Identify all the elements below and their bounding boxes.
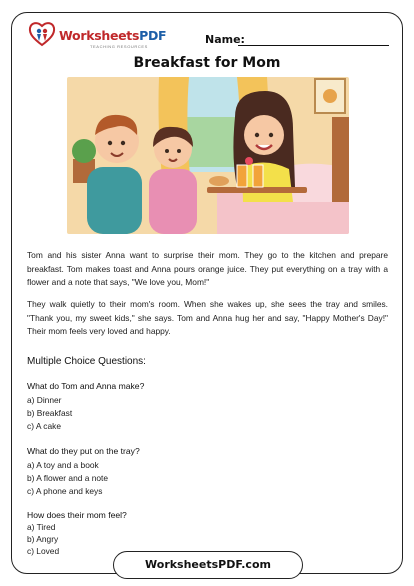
q3-option-a[interactable]: a) Tired (27, 522, 56, 532)
q1-option-a[interactable]: a) Dinner (27, 395, 62, 405)
site-logo[interactable] (28, 20, 188, 52)
family-breakfast-illustration (67, 77, 349, 234)
q2-option-a[interactable]: a) A toy and a book (27, 460, 99, 470)
q3-option-c[interactable]: c) Loved (27, 546, 60, 556)
q3-option-b[interactable]: b) Angry (27, 534, 59, 544)
q2-option-b[interactable]: b) A flower and a note (27, 473, 109, 483)
worksheet-title: Breakfast for Mom (133, 55, 281, 71)
question-1: What do Tom and Anna make? (27, 381, 145, 391)
logo-wordmark (59, 28, 166, 43)
name-field[interactable] (205, 33, 390, 47)
logo-word-pdf: PDF (139, 28, 167, 43)
name-write-line[interactable] (238, 45, 389, 46)
question-3: How does their mom feel? (27, 510, 127, 520)
q2-option-c[interactable]: c) A phone and keys (27, 486, 103, 496)
mcq-heading: Multiple Choice Questions: (27, 356, 146, 367)
q1-option-b[interactable]: b) Breakfast (27, 408, 73, 418)
logo-word-worksheets: Worksheets (59, 28, 140, 43)
story-paragraph-1: Tom and his sister Anna want to surprise their mom. They go to the kitchen and prepare breakfast. Tom makes toast and Anna pours orange juice. They put everything on a tray with a flower and a note that says, "We love you, Mom!" (27, 250, 388, 287)
question-2: What do they put on the tray? (27, 446, 140, 456)
story-paragraph-2: They walk quietly to their mom's room. When she wakes up, she sees the tray and smiles. "Thank you, my sweet kids," she says. Tom and Anna hug her and say, "Happy Mother's Day!" Their mom feels very loved and happy. (27, 299, 388, 336)
name-label: Name: (205, 33, 245, 46)
q1-option-c[interactable]: c) A cake (27, 421, 61, 431)
heart-logo-icon (28, 20, 56, 48)
footer-site-link[interactable]: WorksheetsPDF.com (113, 551, 303, 579)
logo-tagline: TEACHING RESOURCES (90, 44, 148, 49)
